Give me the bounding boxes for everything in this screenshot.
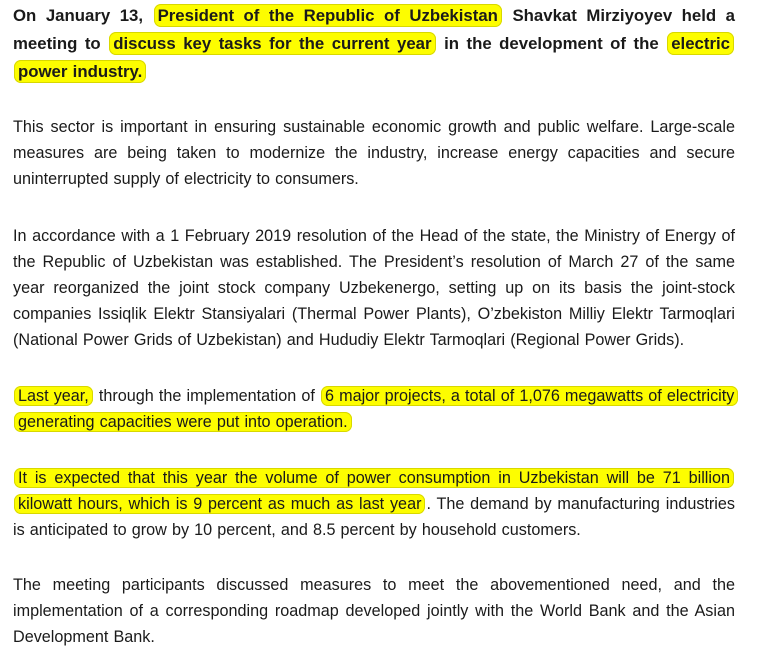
paragraph-ministry: In accordance with a 1 February 2019 resolution of the Head of the state, the Ministry of Energy of the Republic of Uzbekistan was established. The President’s resolution of March 27 of the same year reorganized the joint stock company Uzbekenergo, setting up on its basis the joint-stock companies Issiqlik Elektr Stansiyalari (Thermal Power Plants), O’zbekiston Milliy Elektr Tarmoqlari (National Power Grids of Uzbekistan) and Hududiy Elektr Tarmoqlari (Regional Power Grids). (13, 227, 735, 349)
highlight-key-tasks: discuss key tasks for the current year (109, 32, 435, 55)
paragraph-meeting: The meeting participants discussed measures to meet the abovementioned need, and the implementation of a corresponding roadmap developed jointly with the World Bank and the Asian Development Bank. (13, 576, 735, 646)
text-consumption-1: . The demand by manufacturing industries is anticipated to grow by 10 percent, and 8.5 percent by household customers. (13, 495, 736, 539)
text-last-year-1: through the implementation of (98, 387, 315, 405)
highlight-projects: 6 major projects, a total of 1,076 megawatts of electricity generating capacities were put into operation. (14, 386, 738, 432)
highlight-power-industry: electric power industry. (14, 32, 734, 83)
highlight-president: President of the Republic of Uzbekistan (154, 4, 502, 27)
paragraph-last-year (13, 383, 735, 435)
paragraph-consumption (13, 465, 735, 543)
paragraph-sector: This sector is important in ensuring sustainable economic growth and public welfare. Large-scale measures are being taken to modernize the industry, increase energy capacities and secure uninterrupted supply of electricity to consumers. (13, 118, 735, 188)
text-intro-3: in the development of the (444, 34, 659, 53)
paragraph-intro (13, 0, 735, 86)
highlight-consumption: It is expected that this year the volume of power consumption in Uzbekistan will be 71 billion kilowatt hours, which is 9 percent as much as last year (14, 468, 734, 514)
article-body (13, 0, 735, 650)
text-intro-1: On January 13, (13, 6, 144, 25)
text-intro-2: Shavkat Mirziyoyev held a meeting to (13, 6, 736, 53)
highlight-last-year: Last year, (14, 386, 93, 406)
